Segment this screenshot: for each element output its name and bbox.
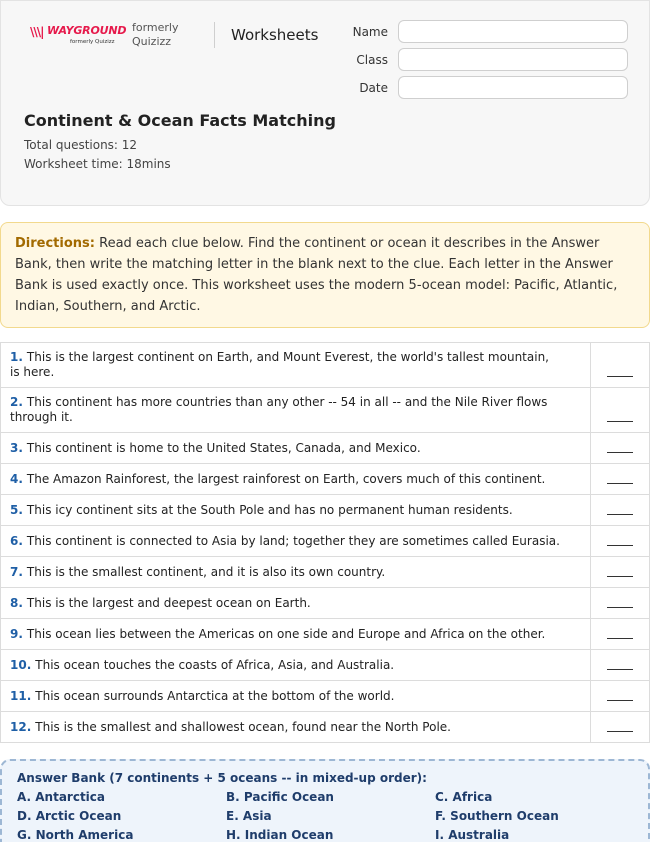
question-text: This is the largest continent on Earth, and Mount Everest, the world's tallest mountain, is here. — [10, 350, 549, 379]
answer-bank-item: E. Asia — [226, 809, 272, 823]
question-text: This ocean surrounds Antarctica at the bottom of the world. — [35, 688, 395, 703]
worksheet-header — [0, 0, 650, 206]
question-text: This ocean lies between the Americas on one side and Europe and Africa on the other. — [26, 626, 546, 641]
date-label: Date — [359, 81, 388, 95]
class-label: Class — [356, 53, 388, 67]
question-row — [0, 464, 650, 495]
question-number: 4. — [10, 471, 23, 486]
question-cell — [1, 588, 591, 618]
answer-bank-title: Answer Bank (7 continents + 5 oceans -- in mixed-up order): — [17, 771, 427, 785]
name-field[interactable] — [398, 20, 628, 43]
question-row — [0, 712, 650, 743]
question-number: 2. — [10, 395, 23, 409]
questions-table — [0, 342, 650, 743]
question-text: This ocean touches the coasts of Africa, Asia, and Australia. — [35, 657, 395, 672]
question-cell — [1, 650, 591, 680]
directions-box — [0, 222, 650, 328]
question-row — [0, 495, 650, 526]
answer-blank[interactable] — [591, 681, 649, 711]
answer-blank[interactable] — [591, 343, 649, 387]
class-field[interactable] — [398, 48, 628, 71]
question-cell — [1, 433, 591, 463]
question-text: This is the largest and deepest ocean on Earth. — [26, 595, 311, 610]
question-text: This continent is connected to Asia by land; together they are sometimes called Eurasia. — [26, 533, 560, 548]
question-text: This is the smallest and shallowest ocean, found near the North Pole. — [35, 719, 451, 734]
answer-blank[interactable] — [591, 495, 649, 525]
question-text: This continent is home to the United States, Canada, and Mexico. — [26, 440, 421, 455]
answer-blank[interactable] — [591, 619, 649, 649]
total-questions: Total questions: 12 — [24, 138, 138, 152]
question-number: 12. — [10, 719, 32, 734]
question-row — [0, 588, 650, 619]
doc-type-label: Worksheets — [231, 26, 319, 44]
answer-blank[interactable] — [591, 464, 649, 494]
question-cell — [1, 526, 591, 556]
question-cell — [1, 712, 591, 742]
question-row — [0, 650, 650, 681]
question-row — [0, 619, 650, 650]
question-number: 7. — [10, 564, 23, 579]
answer-bank-item: B. Pacific Ocean — [226, 790, 334, 804]
question-number: 1. — [10, 350, 23, 364]
worksheet-title: Continent & Ocean Facts Matching — [24, 111, 336, 130]
header-divider — [214, 22, 215, 48]
name-label: Name — [352, 25, 388, 39]
date-field[interactable] — [398, 76, 628, 99]
answer-bank-item: D. Arctic Ocean — [17, 809, 122, 823]
question-row — [0, 433, 650, 464]
question-cell — [1, 495, 591, 525]
question-number: 9. — [10, 626, 23, 641]
answer-blank[interactable] — [591, 526, 649, 556]
question-cell — [1, 464, 591, 494]
answer-bank-item: A. Antarctica — [17, 790, 106, 804]
answer-blank[interactable] — [591, 588, 649, 618]
question-row — [0, 681, 650, 712]
answer-blank[interactable] — [591, 433, 649, 463]
question-number: 8. — [10, 595, 23, 610]
answer-bank-item: F. Southern Ocean — [435, 809, 559, 823]
answer-bank-item: H. Indian Ocean — [226, 828, 334, 842]
formerly-quizizz-text: formerly Quizizz — [132, 21, 179, 48]
question-text: This is the smallest continent, and it is also its own country. — [26, 564, 386, 579]
question-number: 10. — [10, 657, 32, 672]
question-row — [0, 388, 650, 433]
answer-blank[interactable] — [591, 557, 649, 587]
wayground-logo — [30, 23, 127, 51]
question-cell — [1, 619, 591, 649]
question-cell — [1, 343, 591, 387]
question-text: The Amazon Rainforest, the largest rainforest on Earth, covers much of this continent. — [26, 471, 546, 486]
logo-subtext: formerly Quizizz — [70, 39, 115, 45]
answer-bank-grid — [17, 789, 633, 842]
directions-label: Directions: — [15, 236, 95, 251]
answer-blank[interactable] — [591, 388, 649, 432]
answer-blank[interactable] — [591, 712, 649, 742]
question-number: 3. — [10, 440, 23, 455]
answer-bank — [0, 759, 650, 842]
logo-word: WAYGROUND — [47, 24, 127, 37]
question-text: This continent has more countries than any other -- 54 in all -- and the Nile River flows through it. — [10, 395, 548, 424]
question-row — [0, 343, 650, 388]
question-cell — [1, 557, 591, 587]
question-number: 6. — [10, 533, 23, 548]
directions-text: Read each clue below. Find the continent or ocean it describes in the Answer Bank, then write the matching letter in the blank next to the clue. Each letter in the Answer Bank is used exactly once. This worksheet uses the modern 5-ocean model: Pacific, Atlantic, Indian, Southern, and Arctic. — [15, 236, 618, 314]
answer-bank-item: G. North America — [17, 828, 134, 842]
question-text: This icy continent sits at the South Pole and has no permanent human residents. — [26, 502, 513, 517]
worksheet-time: Worksheet time: 18mins — [24, 157, 171, 171]
question-cell — [1, 681, 591, 711]
answer-bank-item: C. Africa — [435, 790, 493, 804]
question-number: 11. — [10, 688, 32, 703]
question-cell — [1, 388, 591, 432]
question-number: 5. — [10, 502, 23, 517]
question-row — [0, 557, 650, 588]
logo-mark-icon: \\\| — [30, 25, 44, 39]
answer-blank[interactable] — [591, 650, 649, 680]
question-row — [0, 526, 650, 557]
answer-bank-item: I. Australia — [435, 828, 510, 842]
